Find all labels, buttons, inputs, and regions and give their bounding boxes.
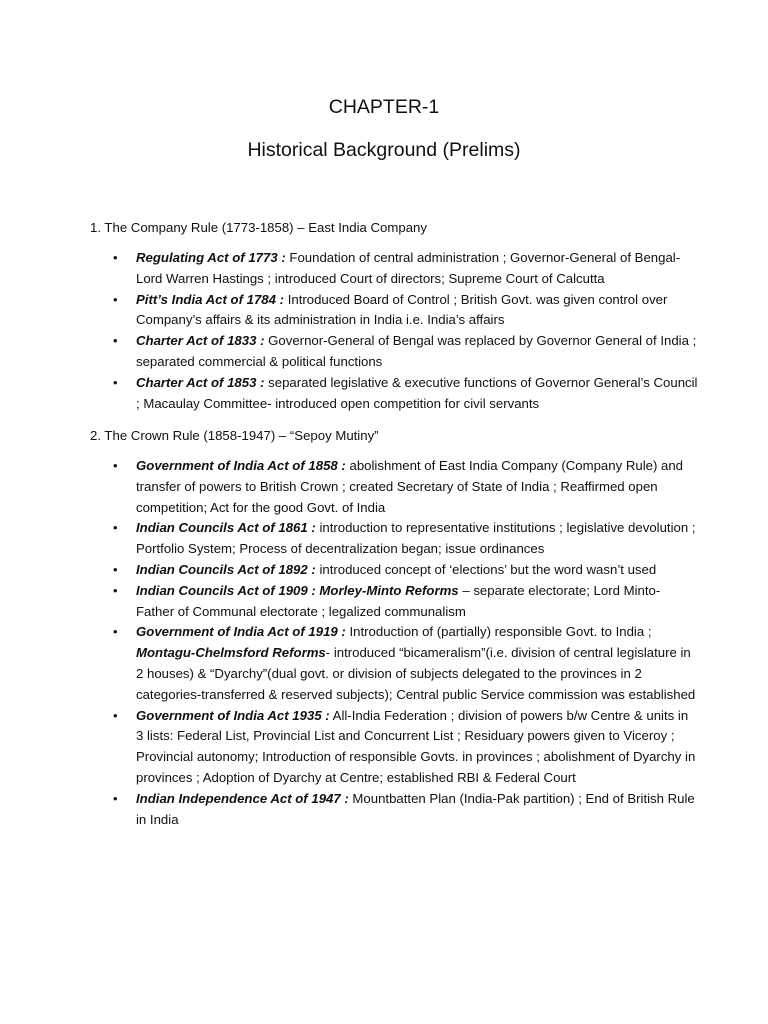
- act-name: Government of India Act of 1858 :: [136, 458, 346, 473]
- act-description: Foundation of central administration ; Governor-General of Bengal- Lord Warren Hastings ; introduced Court of directors; Supreme Court of Calcutta: [136, 250, 681, 286]
- list-item: [90, 706, 698, 789]
- section-heading-company-rule: 1. The Company Rule (1773-1858) – East India Company: [90, 220, 427, 235]
- bullet-icon: •: [113, 520, 118, 536]
- act-description: Introduction of (partially) responsible Govt. to India ;: [345, 624, 652, 640]
- bullet-icon: •: [113, 291, 118, 307]
- act-name: Regulating Act of 1773 :: [136, 250, 286, 265]
- reform-name: Montagu-Chelmsford Reforms: [136, 645, 326, 661]
- bullet-icon: •: [113, 374, 118, 390]
- list-item: [90, 560, 698, 581]
- bullet-icon: •: [113, 458, 118, 473]
- act-description: introduction to representative institutions ; legislative devolution ; Portfolio System; Process of decentralization began; issue ordinances: [136, 520, 696, 557]
- act-name: Indian Councils Act of 1909 : Morley-Minto Reforms: [136, 582, 459, 598]
- list-item: [90, 518, 698, 560]
- bullet-icon: •: [113, 790, 118, 806]
- act-name: Charter Act of 1853 :: [136, 374, 265, 390]
- list-item: [90, 373, 698, 415]
- list-item: [90, 622, 698, 705]
- page-subtitle: Historical Background (Prelims): [247, 139, 521, 161]
- act-description: Governor-General of Bengal was replaced by Governor General of India ; separated commercial & political functions: [136, 333, 697, 369]
- company-rule-list: [90, 248, 698, 414]
- list-item: [90, 581, 698, 623]
- act-name: Indian Independence Act of 1947 :: [136, 790, 349, 806]
- bullet-icon: •: [113, 333, 118, 349]
- act-description: abolishment of East India Company (Company Rule) and transfer of powers to British Crown ; created Secretary of State of India ; Reaffirmed open competition; Act for the good Govt. of India: [136, 458, 684, 515]
- act-description: – separate electorate; Lord Minto-Father of Communal electorate ; legalized communalism: [136, 582, 661, 619]
- act-description: Introduced Board of Control ; British Govt. was given control over Company’s affairs & its administration in India i.e. India’s affairs: [136, 291, 668, 328]
- act-name: Pitt’s India Act of 1784 :: [136, 291, 285, 307]
- crown-rule-list: [90, 456, 698, 830]
- bullet-icon: •: [113, 561, 118, 577]
- list-item: [90, 248, 698, 290]
- list-item: [90, 789, 698, 831]
- act-description: All-India Federation ; division of powers b/w Centre & units in 3 lists: Federal List, Provincial List and Concurrent List ; Residuary powers given to Viceroy ; Provincial autonomy; Introduction of responsible Govts. in provinces ; abolishment of Dyarchy in provinces ; Adoption of Dyarchy at Centre; established RBI & Federal Court: [136, 707, 696, 785]
- bullet-icon: •: [113, 707, 118, 723]
- section-heading-crown-rule: 2. The Crown Rule (1858-1947) – “Sepoy Mutiny”: [90, 428, 379, 443]
- act-description: Mountbatten Plan (India-Pak partition) ; End of British Rule in India: [136, 790, 695, 827]
- act-name: Government of India Act of 1919 :: [136, 624, 346, 640]
- bullet-icon: •: [113, 624, 118, 640]
- act-name: Charter Act of 1833 :: [136, 333, 265, 349]
- act-description: separated legislative & executive functions of Governor General’s Council ; Macaulay Committee- introduced open competition for civil servants: [136, 374, 698, 411]
- list-item: [90, 331, 698, 373]
- chapter-title: CHAPTER-1: [328, 96, 440, 118]
- list-item: [90, 456, 698, 518]
- reform-description: - introduced “bicameralism”(i.e. division of central legislature in 2 houses) & “Dyarchy”(dual govt. or division of subjects delegated to the provinces in 2 categories-transferred & reserved subjects); Central public Service commission was established: [136, 645, 696, 702]
- act-name: Government of India Act 1935 :: [136, 707, 330, 723]
- bullet-icon: •: [113, 582, 118, 598]
- bullet-icon: •: [113, 250, 118, 265]
- list-item: [90, 290, 698, 332]
- act-name: Indian Councils Act of 1892 :: [136, 561, 316, 577]
- act-name: Indian Councils Act of 1861 :: [136, 520, 316, 536]
- act-description: introduced concept of ‘elections’ but the word wasn’t used: [315, 561, 657, 577]
